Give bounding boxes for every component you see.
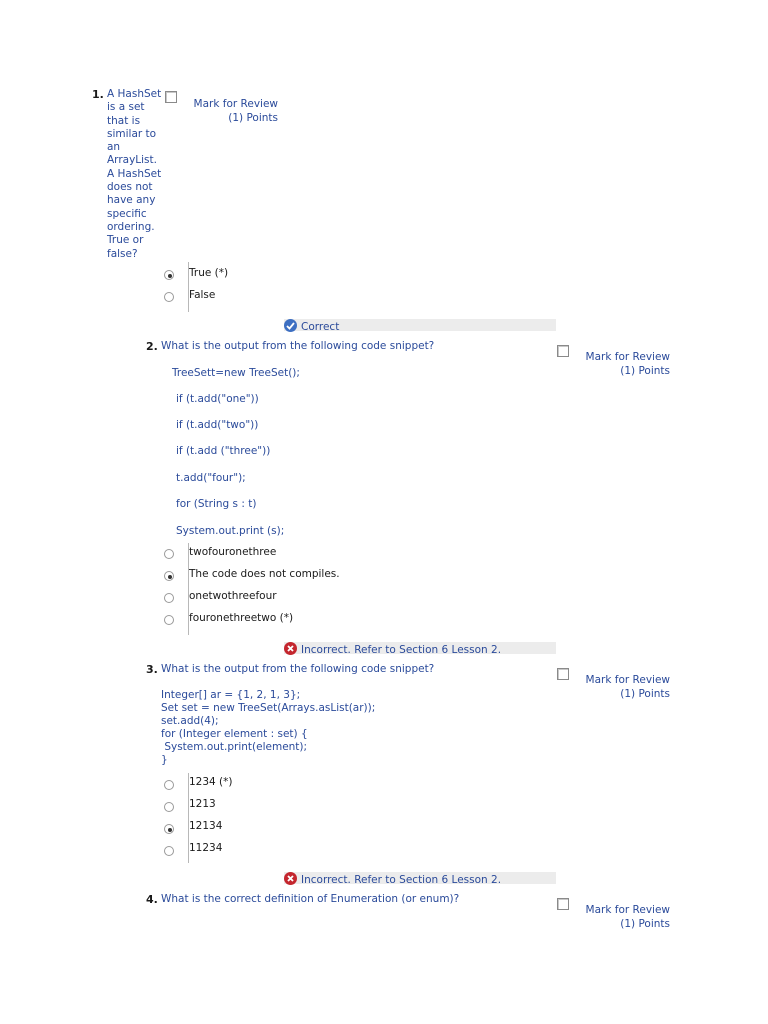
question-1-text-line: A HashSet <box>107 88 162 100</box>
q1-option-2-label: False <box>189 289 216 301</box>
q1-option-1-radio[interactable] <box>164 270 174 280</box>
options-divider <box>176 262 189 312</box>
question-4-text: What is the correct definition of Enumeration (or enum)? <box>161 893 460 905</box>
mark-for-review-label: Mark for Review <box>585 904 670 916</box>
q3-option-1-label: 1234 (*) <box>189 776 233 788</box>
q2-option-2-label: The code does not compiles. <box>189 568 340 580</box>
question-1-text-line: specific <box>107 207 147 220</box>
q3-code-line: for (Integer element : set) { <box>161 728 308 740</box>
points-label: (1) Points <box>620 918 670 930</box>
mark-for-review-label: Mark for Review <box>585 351 670 363</box>
q3-option-3-label: 12134 <box>189 820 223 832</box>
points-label: (1) Points <box>620 365 670 377</box>
mark-review-4 <box>560 903 670 931</box>
q3-code-line: } <box>161 754 168 766</box>
q2-code-line: if (t.add("one")) <box>176 393 259 405</box>
q3-option-2-label: 1213 <box>189 798 216 810</box>
question-1-number: 1. <box>92 88 104 101</box>
question-1-text-line: have any <box>107 194 156 207</box>
question-1-text-line: ordering. <box>107 220 155 233</box>
mark-for-review-label: Mark for Review <box>193 98 278 110</box>
mark-review-3 <box>560 673 670 701</box>
q3-option-2-radio[interactable] <box>164 802 174 812</box>
question-1-text-line: True or <box>107 234 144 247</box>
incorrect-x-icon <box>284 872 297 885</box>
q3-option-1-radio[interactable] <box>164 780 174 790</box>
q2-code-line: t.add("four"); <box>176 472 246 484</box>
q2-feedback-text: Incorrect. Refer to Section 6 Lesson 2. <box>301 644 502 656</box>
q2-option-3-radio[interactable] <box>164 593 174 603</box>
q3-option-3-radio[interactable] <box>164 824 174 834</box>
question-1-text-line: an <box>107 141 121 154</box>
q2-code-line: TreeSett=new TreeSet(); <box>172 367 300 379</box>
question-3-number: 3. <box>146 663 158 676</box>
question-1-text-line: is a set <box>107 101 145 114</box>
correct-check-icon <box>284 319 297 332</box>
options-divider <box>176 773 189 863</box>
question-1-text-line: ArrayList. <box>107 154 157 167</box>
q2-option-2-radio[interactable] <box>164 571 174 581</box>
q1-feedback-text: Correct <box>301 321 340 333</box>
q3-code-line: set.add(4); <box>161 715 219 727</box>
q2-option-4-radio[interactable] <box>164 615 174 625</box>
q2-code-line: if (t.add ("three")) <box>176 445 271 457</box>
mark-review-1 <box>180 97 278 125</box>
q3-feedback-text: Incorrect. Refer to Section 6 Lesson 2. <box>301 874 502 886</box>
question-1-text-line: does not <box>107 181 153 194</box>
options-divider <box>176 543 189 635</box>
q2-code-line: System.out.print (s); <box>176 525 285 537</box>
question-1-text-line: similar to <box>107 127 157 140</box>
question-4-number: 4. <box>146 893 158 906</box>
q3-feedback <box>284 872 556 884</box>
mark-for-review-label: Mark for Review <box>585 674 670 686</box>
q3-option-4-label: 11234 <box>189 842 223 854</box>
q3-code-line: Integer[] ar = {1, 2, 1, 3}; <box>161 689 301 701</box>
question-1-text-line: that is <box>107 114 141 127</box>
question-1-text-line: A HashSet <box>107 167 162 180</box>
q2-option-3-label: onetwothreefour <box>189 590 277 602</box>
question-3-text: What is the output from the following code snippet? <box>161 663 435 675</box>
q1-feedback <box>284 319 556 331</box>
q3-option-4-radio[interactable] <box>164 846 174 856</box>
q2-option-1-label: twofouronethree <box>189 546 277 558</box>
question-1-text <box>107 88 165 261</box>
points-label: (1) Points <box>620 688 670 700</box>
question-2-text: What is the output from the following code snippet? <box>161 340 435 352</box>
mark-review-2 <box>560 350 670 378</box>
points-label: (1) Points <box>228 112 278 124</box>
question-1-text-line: false? <box>107 247 138 260</box>
question-2-number: 2. <box>146 340 158 353</box>
q3-code-line: System.out.print(element); <box>161 741 308 753</box>
incorrect-x-icon <box>284 642 297 655</box>
q1-option-2-radio[interactable] <box>164 292 174 302</box>
q3-code-line: Set set = new TreeSet(Arrays.asList(ar)); <box>161 702 376 714</box>
q2-code-line: for (String s : t) <box>176 498 257 510</box>
q2-option-4-label: fouronethreetwo (*) <box>189 612 294 624</box>
q2-feedback <box>284 642 556 654</box>
q2-code-line: if (t.add("two")) <box>176 419 259 431</box>
q1-option-1-label: True (*) <box>189 267 229 279</box>
mark-for-review-checkbox-1[interactable] <box>165 91 177 103</box>
q2-option-1-radio[interactable] <box>164 549 174 559</box>
